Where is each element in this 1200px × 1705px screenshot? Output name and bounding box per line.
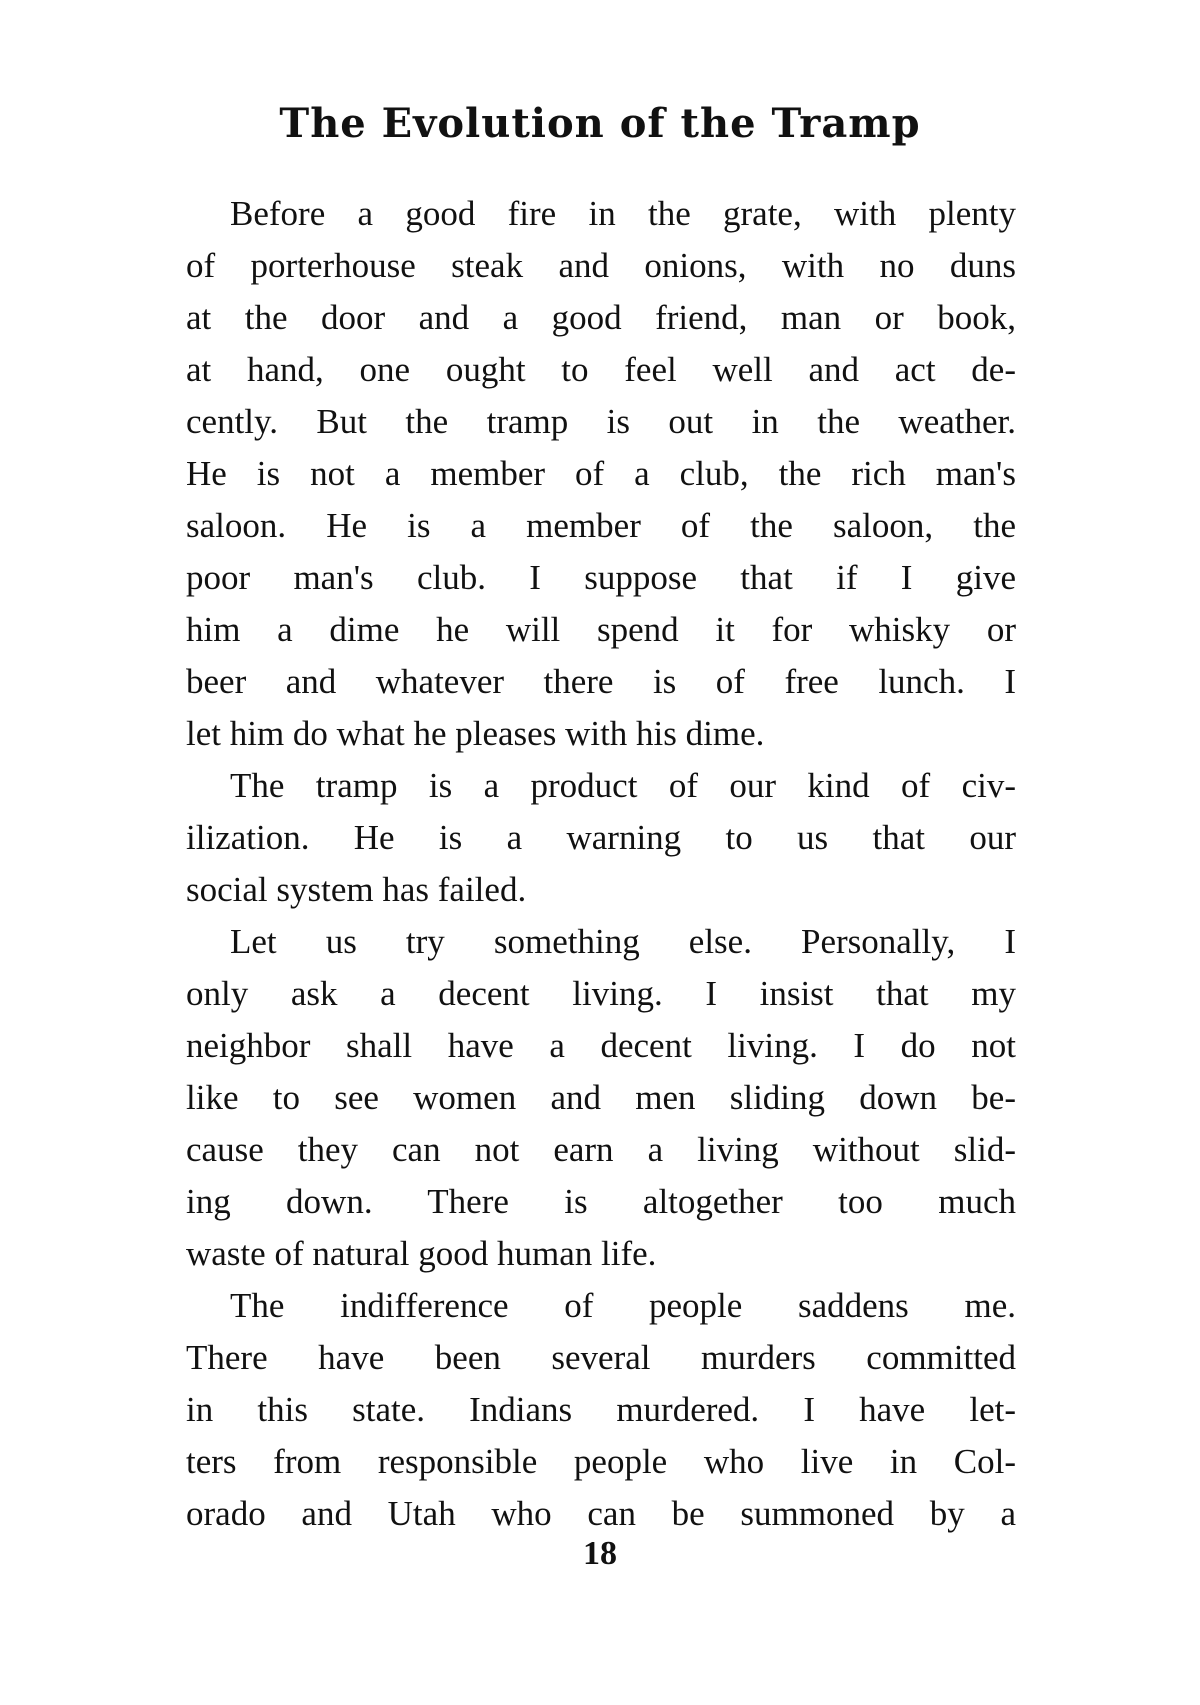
- text-line: at the door and a good friend, man or book,: [186, 298, 1016, 337]
- text-line: saloon. He is a member of the saloon, the: [186, 506, 1016, 545]
- text-line: orado and Utah who can be summoned by a: [186, 1494, 1016, 1533]
- body-text: [186, 188, 1016, 1540]
- text-line: The indifference of people saddens me.: [230, 1286, 1016, 1325]
- text-line: let him do what he pleases with his dime.: [186, 714, 765, 753]
- text-line: Before a good fire in the grate, with plenty: [230, 194, 1016, 233]
- text-line: The tramp is a product of our kind of civ-: [230, 766, 1016, 805]
- text-line: in this state. Indians murdered. I have let-: [186, 1390, 1016, 1429]
- text-line: He is not a member of a club, the rich man's: [186, 454, 1016, 493]
- text-line: of porterhouse steak and onions, with no duns: [186, 246, 1016, 285]
- text-line: ters from responsible people who live in Col-: [186, 1442, 1016, 1481]
- text-line: cently. But the tramp is out in the weather.: [186, 402, 1016, 441]
- text-line: neighbor shall have a decent living. I do not: [186, 1026, 1016, 1065]
- text-line: waste of natural good human life.: [186, 1234, 657, 1273]
- text-line: Let us try something else. Personally, I: [230, 922, 1016, 961]
- running-head-title: The Evolution of the Tramp: [279, 100, 921, 147]
- text-line: There have been several murders committed: [186, 1338, 1016, 1377]
- text-line: only ask a decent living. I insist that my: [186, 974, 1016, 1013]
- text-line: beer and whatever there is of free lunch. I: [186, 662, 1016, 701]
- page-number: 18: [583, 1535, 617, 1572]
- text-line: at hand, one ought to feel well and act de-: [186, 350, 1016, 389]
- text-line: ing down. There is altogether too much: [186, 1182, 1016, 1221]
- text-line: poor man's club. I suppose that if I give: [186, 558, 1016, 597]
- text-line: like to see women and men sliding down be-: [186, 1078, 1016, 1117]
- text-line: him a dime he will spend it for whisky or: [186, 610, 1016, 649]
- text-line: ilization. He is a warning to us that our: [186, 818, 1016, 857]
- text-line: social system has failed.: [186, 870, 527, 909]
- text-line: cause they can not earn a living without slid-: [186, 1130, 1016, 1169]
